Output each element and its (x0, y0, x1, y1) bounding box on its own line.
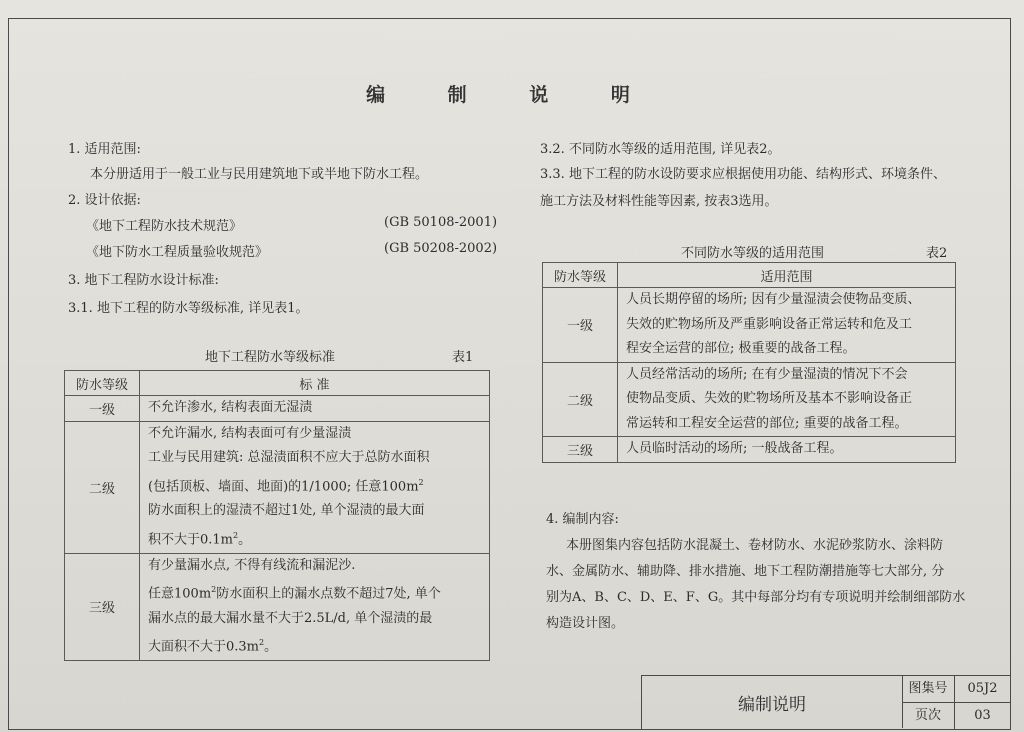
table-1-std-3-line-1: 有少量漏水点, 不得有线流和漏泥沙. (148, 557, 356, 573)
section-1-body: 本分册适用于一般工业与民用建筑地下或半地下防水工程。 (90, 167, 429, 182)
table-1-header-standard: 标 准 (140, 371, 490, 396)
section-2-heading: 2. 设计依据: (68, 193, 141, 208)
table-1-level-3: 三级 (65, 553, 140, 661)
section-3-1: 3.1. 地下工程的防水等级标准, 详见表1。 (68, 301, 309, 316)
table-row (543, 288, 956, 363)
table-2-level-1: 一级 (543, 288, 618, 363)
title-block-row-atlas (902, 676, 1010, 703)
table-1-std-2-line-3 (148, 471, 481, 500)
table-1-std-2-line-1: 不允许漏水, 结构表面可有少量湿渍 (148, 425, 352, 441)
table-1-tag: 表1 (452, 350, 474, 365)
table-1-std-3 (140, 553, 490, 661)
table-2-scope-3 (618, 437, 956, 463)
atlas-number-label: 图集号 (902, 676, 955, 702)
table-1-std-2-line-4: 防水面积上的湿渍不超过1处, 单个湿渍的最大面 (148, 503, 425, 519)
superscript: 2 (211, 585, 217, 595)
table-2-level-2: 二级 (543, 362, 618, 437)
reference-1-code: (GB 50108-2001) (384, 215, 498, 230)
table-1-caption: 地下工程防水等级标准 (205, 350, 336, 365)
table-2-header-scope: 适用范围 (618, 263, 956, 288)
table-row (65, 421, 490, 553)
table-2-scope-2-line-3: 常运转和工程安全运营的部位; 重要的战备工程。 (626, 415, 908, 431)
reference-2-name: 《地下防水工程质量验收规范》 (86, 245, 269, 260)
superscript: 2 (418, 477, 424, 487)
table-2-tag: 表2 (926, 246, 948, 261)
table-row (65, 553, 490, 661)
table-1-std-1 (140, 396, 490, 422)
table-1-std-2-line-5-text: 积不大于0.1m (148, 532, 234, 548)
superscript: 2 (259, 638, 265, 648)
table-1-std-3-line-4-text: 大面积不大于0.3m (148, 639, 260, 655)
table-1-std-3-line-2 (148, 578, 481, 607)
table-row (543, 437, 956, 463)
table-1-std-3-line-2-end: 防水面积上的漏水点数不超过7处, 单个 (216, 586, 441, 602)
section-4-line-3: 别为A、B、C、D、E、F、G。其中每部分均有专项说明并绘制细部防水 (546, 590, 966, 605)
table-1-std-2-line-5-end: 。 (238, 532, 252, 548)
section-4-line-4: 构造设计图。 (546, 616, 625, 631)
page-number-label: 页次 (902, 703, 955, 729)
section-3-3-line-2: 施工方法及材料性能等因素, 按表3选用。 (540, 194, 778, 209)
section-1-heading: 1. 适用范围: (68, 142, 141, 157)
table-1-std-3-line-4 (148, 631, 481, 660)
title-block-name: 编制说明 (642, 676, 903, 728)
title-block (641, 675, 1011, 730)
table-row (543, 362, 956, 437)
table-1-std-1-line: 不允许渗水, 结构表面无湿渍 (148, 400, 313, 415)
section-4-line-2: 水、金属防水、辅助降、排水措施、地下工程防潮措施等七大部分, 分 (546, 564, 945, 579)
table-2-level-3: 三级 (543, 437, 618, 463)
table-1-std-2-line-2: 工业与民用建筑: 总湿渍面积不应大于总防水面积 (148, 450, 430, 465)
section-3-heading: 3. 地下工程防水设计标准: (68, 273, 219, 288)
table-2-scope-3-line-1: 人员临时活动的场所; 一般战备工程。 (626, 441, 843, 456)
table-2-scope-2-line-2: 使物品变质、失效的贮物场所及基本不影响设备正 (626, 391, 913, 406)
section-4-heading: 4. 编制内容: (546, 512, 619, 527)
table-1-std-3-line-2-text: 任意100m (148, 586, 212, 602)
section-3-2: 3.2. 不同防水等级的适用范围, 详见表2。 (540, 142, 781, 157)
table-2-scope-1 (618, 288, 956, 363)
atlas-number-value: 05J2 (967, 681, 998, 696)
table-1-level-1: 一级 (65, 396, 140, 422)
table-1-std-2-line-3-text: (包括顶板、墙面、地面)的1/1000; 任意100m (148, 478, 419, 494)
table-1-std-3-line-4-end: 。 (264, 639, 278, 655)
table-1-std-2-line-5 (148, 524, 481, 553)
table-1 (64, 370, 490, 661)
table-1-std-2 (140, 421, 490, 553)
page-title: 编 制 说 明 (366, 84, 658, 106)
page-number-value: 03 (974, 708, 991, 723)
table-2-scope-1-line-3: 程安全运营的部位; 极重要的战备工程。 (626, 341, 856, 356)
reference-1-name: 《地下工程防水技术规范》 (86, 219, 243, 234)
section-3-3-line-1: 3.3. 地下工程的防水设防要求应根据使用功能、结构形式、环境条件、 (540, 167, 946, 182)
section-4-line-1: 本册图集内容包括防水混凝土、卷材防水、水泥砂浆防水、涂料防 (566, 538, 944, 553)
table-2-header-level: 防水等级 (543, 263, 618, 288)
table-2-caption: 不同防水等级的适用范围 (681, 246, 825, 261)
table-2-scope-2-line-1: 人员经常活动的场所; 在有少量湿渍的情况下不会 (626, 366, 908, 382)
title-block-row-page (902, 703, 1010, 729)
table-1-std-3-line-3: 漏水点的最大漏水量不大于2.5L/d, 单个湿渍的最 (148, 610, 433, 626)
table-2-scope-1-line-1: 人员长期停留的场所; 因有少量湿渍会使物品变质、 (626, 292, 921, 307)
superscript: 2 (233, 530, 239, 540)
table-row (65, 396, 490, 422)
table-2-scope-2 (618, 362, 956, 437)
table-1-level-2: 二级 (65, 421, 140, 553)
table-2 (542, 262, 956, 463)
table-2-scope-1-line-2: 失效的贮物场所及严重影响设备正常运转和危及工 (626, 316, 913, 332)
table-1-header-level: 防水等级 (65, 371, 140, 396)
reference-2-code: (GB 50208-2002) (384, 241, 498, 256)
